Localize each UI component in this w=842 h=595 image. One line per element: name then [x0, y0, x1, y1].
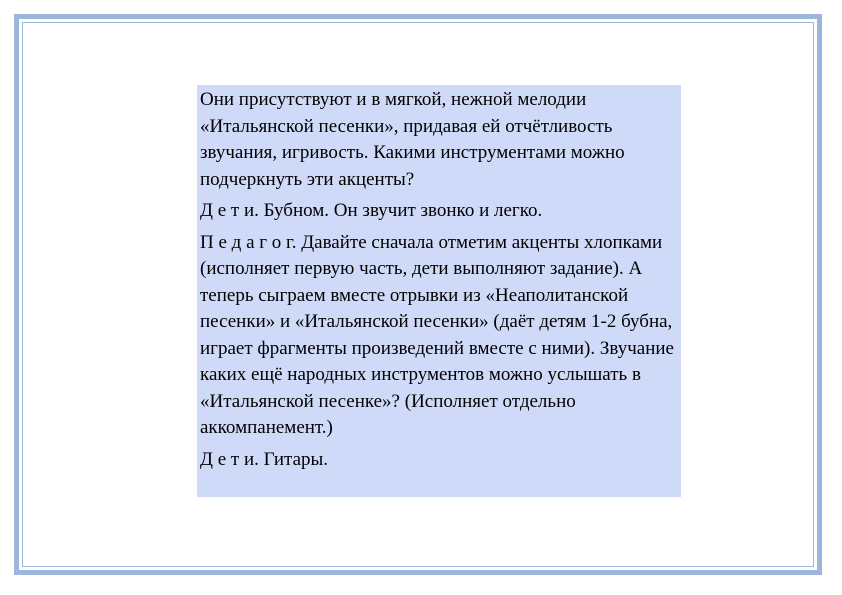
- text-block: [197, 85, 681, 497]
- paragraph-children-answer-1: Д е т и. Бубном. Он звучит звонко и легко.: [200, 200, 543, 221]
- paragraph-teacher: П е д а г о г. Давайте сначала отметим акценты хлопками (исполняет первую часть, дети выполняют задание). А теперь сыграем вместе отрывки из «Неаполитанской песенки» и «Итальянской песенки» (даёт детям 1-2 бубна, играет фрагменты произведений вместе с ними). Звучание каких ещё народных инструментов можно услышать в «Итальянской песенке»? (Исполняет отдельно аккомпанемент.): [200, 231, 674, 438]
- paragraph-intro: Они присутствуют и в мягкой, нежной мелодии «Итальянской песенки», придавая ей отчётливость звучания, игривость. Какими инструментами можно подчеркнуть эти акценты?: [200, 89, 625, 190]
- paragraph-children-answer-2: Д е т и. Гитары.: [200, 448, 329, 470]
